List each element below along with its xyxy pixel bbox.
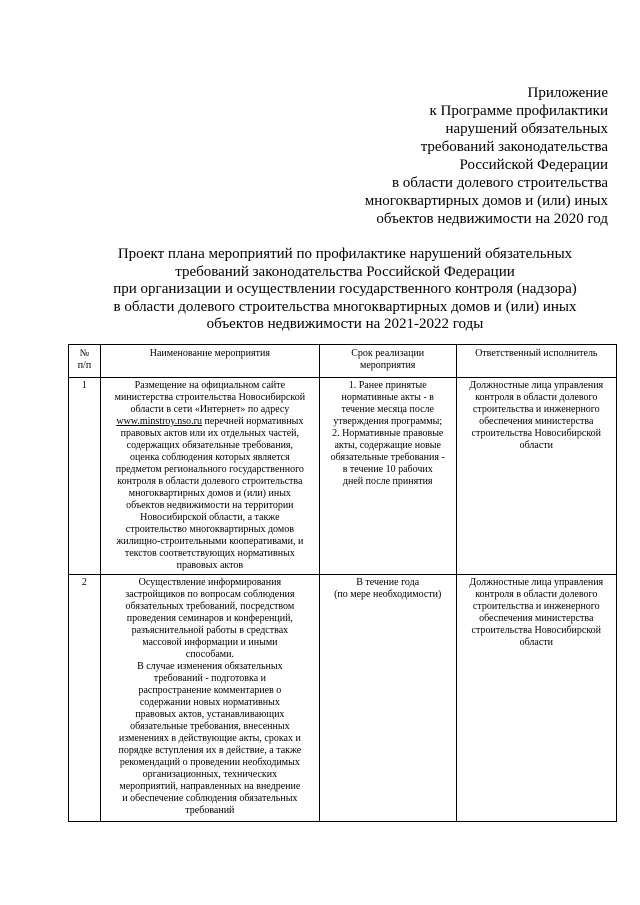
term-line: В течение года <box>356 577 420 588</box>
term-line: акты, содержащие новые <box>334 440 441 451</box>
term-line: (по мере необходимости) <box>334 589 442 600</box>
appendix-caption <box>248 84 608 228</box>
name-line: объектов недвижимости на территории <box>126 500 294 511</box>
name-line: контроля в области долевого строительства <box>117 476 303 487</box>
header-name-text: Наименование мероприятия <box>149 348 270 359</box>
name-line: изменениях в действующие акты, сроках и <box>118 733 301 744</box>
term-line: течение месяца после <box>341 404 434 415</box>
title-line: в области долевого строительства многоквартирных домов и (или) иных <box>113 298 577 315</box>
name-line: Новосибирской области, а также <box>140 512 280 523</box>
appendix-line: Российской Федерации <box>459 157 608 173</box>
term-line: в течение 10 рабочих <box>342 464 433 475</box>
name-line: Осуществление информирования <box>138 577 282 588</box>
name-line: Размещение на официальном сайте <box>134 380 286 391</box>
name-line: В случае изменения обязательных <box>137 661 283 672</box>
term-line: 1. Ранее принятые <box>348 380 427 391</box>
appendix-line: требований законодательства <box>420 139 608 155</box>
title-line: объектов недвижимости на 2021-2022 годы <box>206 316 484 332</box>
responsible-line: строительства Новосибирской <box>471 625 602 636</box>
title-line: при организации и осуществлении государственного контроля (надзора) <box>113 281 577 297</box>
responsible-line: обеспечения министерства <box>479 613 594 624</box>
name-line: правовых актов, устанавливающих <box>135 709 285 720</box>
term-line: утверждения программы; <box>333 416 443 427</box>
term-line: обязательные требования - <box>330 452 445 463</box>
name-line: правовых актов или их отдельных частей, <box>120 428 300 439</box>
row-name <box>100 575 319 822</box>
name-line: проведения семинаров и конференций, <box>126 613 293 624</box>
row-responsible <box>456 575 616 822</box>
name-line: застройщиков по вопросам соблюдения <box>125 589 295 600</box>
row-num-text: 2 <box>81 577 87 588</box>
header-responsible <box>456 345 616 378</box>
responsible-line: Должностные лица управления <box>469 380 604 391</box>
name-line: содержании новых нормативных <box>139 697 280 708</box>
name-line: рекомендаций о проведении необходимых <box>119 757 300 768</box>
responsible-line: строительства Новосибирской <box>471 428 602 439</box>
title-line: Проект плана мероприятий по профилактике нарушений обязательных <box>117 246 573 262</box>
name-line: оценка соблюдения которых является <box>129 452 290 463</box>
header-term <box>319 345 456 378</box>
term-line: 2. Нормативные правовые <box>332 428 444 439</box>
name-line: организационных, технических <box>142 769 278 780</box>
header-num-line: № <box>79 348 90 359</box>
term-line: дней после принятия <box>342 476 433 487</box>
ministry-website-link[interactable]: www.minstroy.nso.ru <box>116 416 203 427</box>
name-line: правовых актов <box>176 560 244 571</box>
responsible-line: строительства и инженерного <box>472 404 600 415</box>
header-name <box>100 345 319 378</box>
appendix-line: к Программе профилактики <box>429 103 608 119</box>
row-num <box>69 378 101 575</box>
table-row <box>69 378 617 575</box>
row-name <box>100 378 319 575</box>
name-line: обязательные требования, внесенных <box>130 721 290 732</box>
appendix-line: объектов недвижимости на 2020 год <box>376 211 608 227</box>
responsible-line: Должностные лица управления <box>469 577 604 588</box>
name-line-fragment: перечней нормативных <box>204 416 304 427</box>
appendix-line: Приложение <box>527 85 608 101</box>
row-num-text: 1 <box>81 380 87 391</box>
header-term-line: Срок реализации <box>351 348 425 359</box>
name-line: и обеспечение соблюдения обязательных <box>122 793 298 804</box>
name-line: обязательных требований, посредством <box>125 601 295 612</box>
name-line: массовой информации и иными <box>142 637 278 648</box>
name-line: области в сети «Интернет» по адресу <box>130 404 290 415</box>
name-line: мероприятий, направленных на внедрение <box>119 781 301 792</box>
title-line: требований законодательства Российской Федерации <box>175 263 515 280</box>
responsible-line: области <box>519 440 553 451</box>
responsible-line: обеспечения министерства <box>479 416 594 427</box>
header-num <box>69 345 101 378</box>
row-term <box>319 378 456 575</box>
appendix-line: нарушений обязательных <box>445 121 608 137</box>
name-line: разъяснительной работы в средствах <box>131 625 289 636</box>
row-num <box>69 575 101 822</box>
row-responsible <box>456 378 616 575</box>
name-line: текстов соответствующих нормативных <box>124 548 295 559</box>
term-line: нормативные акты - в <box>341 392 434 403</box>
name-line: министерства строительства Новосибирской <box>114 392 306 403</box>
header-term-line: мероприятия <box>360 360 416 371</box>
name-line-with-link <box>104 416 316 428</box>
name-line: многоквартирных домов и (или) иных <box>128 488 291 499</box>
name-line: требований - подготовка и <box>153 673 266 684</box>
name-line: требований <box>185 805 235 816</box>
name-line: жилищно-строительными кооперативами, и <box>116 536 304 547</box>
header-responsible-text: Ответственный исполнитель <box>475 348 598 359</box>
name-line: предметом регионального государственного <box>115 464 304 475</box>
responsible-line: области <box>519 637 553 648</box>
name-line: содержащих обязательные требования, <box>126 440 294 451</box>
appendix-line: многоквартирных домов и (или) иных <box>364 193 608 209</box>
name-line: способами. <box>185 649 234 660</box>
row-term <box>319 575 456 822</box>
name-line: порядке вступления их в действие, а также <box>118 745 302 756</box>
document-title <box>40 246 640 334</box>
plan-table <box>68 344 617 822</box>
table-row <box>69 575 617 822</box>
responsible-line: строительства и инженерного <box>472 601 600 612</box>
header-num-line: п/п <box>77 360 92 371</box>
responsible-line: контроля в области долевого <box>475 589 598 600</box>
table-header-row <box>69 345 617 378</box>
name-line: распространение комментариев о <box>138 685 282 696</box>
appendix-line: в области долевого строительства <box>391 175 608 191</box>
name-line: строительство многоквартирных домов <box>125 524 294 535</box>
responsible-line: контроля в области долевого <box>475 392 598 403</box>
